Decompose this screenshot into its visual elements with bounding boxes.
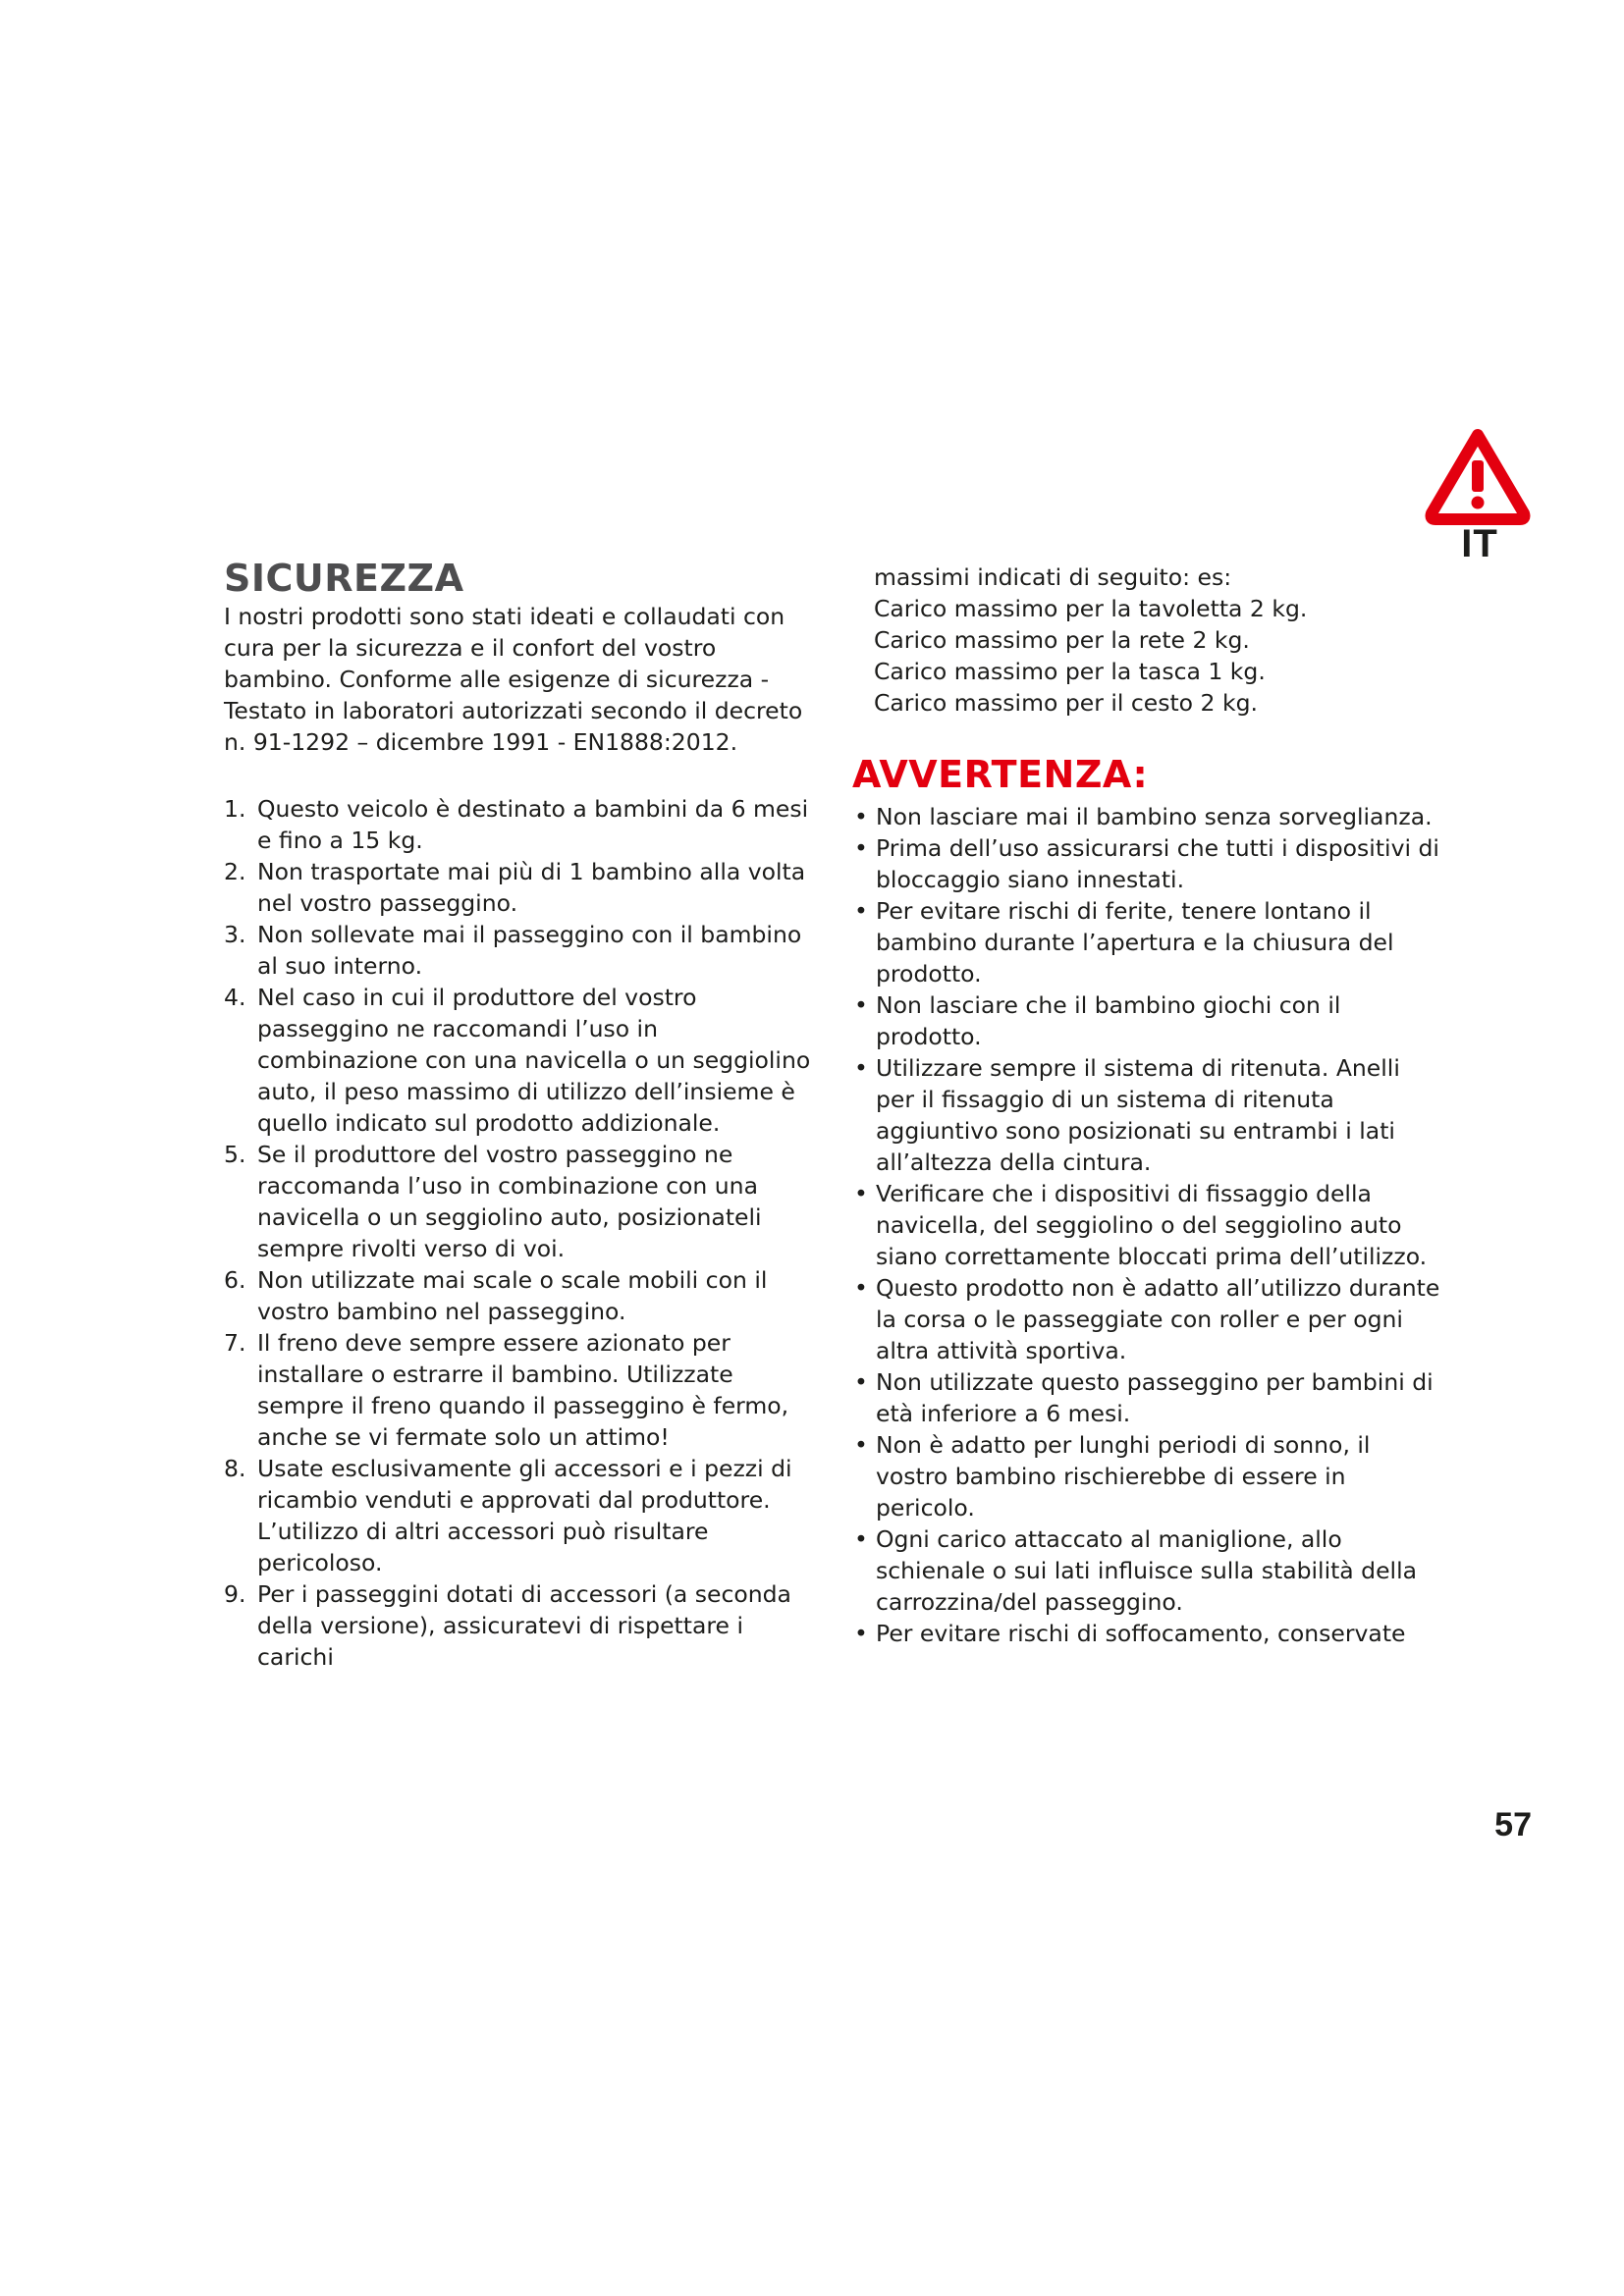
list-item <box>852 1618 1441 1649</box>
list-item <box>852 1523 1441 1618</box>
rule-text: Se il produttore del vostro passeggino ne raccomanda l’uso in combinazione con una navicella o un seggiolino auto, posizionateli sempre rivolti verso di voi. <box>257 1141 762 1262</box>
warning-text: Per evitare rischi di soffocamento, conservate <box>876 1620 1406 1647</box>
right-column <box>852 561 1441 1649</box>
bullet-icon: • <box>854 1620 868 1647</box>
list-item <box>852 1178 1441 1272</box>
safety-intro <box>224 601 813 758</box>
continuation-line: Carico massimo per il cesto 2 kg. <box>874 689 1258 717</box>
rule-text: Per i passeggini dotati di accessori (a seconda della versione), assicuratevi di rispettare i carichi <box>257 1580 791 1671</box>
rule-text: Il freno deve sempre essere azionato per installare o estrarre il bambino. Utilizzate sempre il freno quando il passeggino è fermo, anche se vi fermate solo un attimo! <box>257 1329 789 1451</box>
list-item <box>852 1366 1441 1429</box>
safety-title: SICUREZZA <box>224 557 464 600</box>
rule-number: 1. <box>224 795 246 823</box>
list-item <box>852 1052 1441 1178</box>
list-item <box>224 793 813 856</box>
continuation-line: Carico massimo per la tasca 1 kg. <box>874 658 1266 685</box>
bullet-icon: • <box>854 1274 868 1302</box>
warning-text: Verificare che i dispositivi di fissaggio della navicella, del seggiolino o del seggiolino auto siano correttamente bloccati prima dell’utilizzo. <box>876 1180 1428 1270</box>
bullet-icon: • <box>854 834 868 862</box>
rule-number: 6. <box>224 1266 246 1294</box>
continuation-line: Carico massimo per la rete 2 kg. <box>874 626 1250 654</box>
warning-text: Utilizzare sempre il sistema di ritenuta. Anelli per il fissaggio di un sistema di ritenuta aggiuntivo sono posizionati su entrambi i lati all’altezza della cintura. <box>876 1054 1400 1176</box>
bullet-icon: • <box>854 1368 868 1396</box>
rule-text: Non sollevate mai il passeggino con il bambino al suo interno. <box>257 921 802 980</box>
bullet-icon: • <box>854 1525 868 1553</box>
warning-list <box>852 801 1441 1649</box>
rule-text: Non trasportate mai più di 1 bambino alla volta nel vostro passeggino. <box>257 858 806 917</box>
rule-number: 8. <box>224 1455 246 1482</box>
warning-title: AVVERTENZA: <box>852 753 1149 796</box>
language-code: IT <box>1461 522 1498 565</box>
rule-text: Nel caso in cui il produttore del vostro passeggino ne raccomandi l’uso in combinazione con una navicella o un seggiolino auto, il peso massimo di utilizzo dell’insieme è quello indicato sul prodotto addizionale. <box>257 984 811 1137</box>
warning-text: Non lasciare mai il bambino senza sorveglianza. <box>876 803 1433 830</box>
continuation-line: massimi indicati di seguito: es: <box>874 563 1232 591</box>
bullet-icon: • <box>854 1431 868 1459</box>
rule-text: Questo veicolo è destinato a bambini da 6 mesi e fino a 15 kg. <box>257 795 809 854</box>
warning-text: Prima dell’uso assicurarsi che tutti i dispositivi di bloccaggio siano innestati. <box>876 834 1439 893</box>
safety-intro-text: I nostri prodotti sono stati ideati e collaudati con cura per la sicurezza e il confort del vostro bambino. Conforme alle esigenze di sicurezza - Testato in laboratori autorizzati secondo il decreto n. 91-1292 – dicembre 1991 - EN1888:2012. <box>224 603 803 756</box>
rule-number: 4. <box>224 984 246 1011</box>
list-item <box>852 801 1441 832</box>
bullet-icon: • <box>854 803 868 830</box>
rule-number: 9. <box>224 1580 246 1608</box>
list-item <box>224 1453 813 1578</box>
warning-text: Per evitare rischi di ferite, tenere lontano il bambino durante l’apertura e la chiusura del prodotto. <box>876 897 1394 988</box>
warning-text: Non lasciare che il bambino giochi con il prodotto. <box>876 991 1341 1050</box>
continuation-line: Carico massimo per la tavoletta 2 kg. <box>874 595 1308 622</box>
rule-number: 5. <box>224 1141 246 1168</box>
warning-triangle-icon <box>1424 427 1532 525</box>
rule-number: 3. <box>224 921 246 948</box>
rule-number: 7. <box>224 1329 246 1357</box>
warning-text: Non utilizzate questo passeggino per bambini di età inferiore a 6 mesi. <box>876 1368 1434 1427</box>
safety-rules-list <box>224 793 813 1673</box>
bullet-icon: • <box>854 991 868 1019</box>
list-item <box>852 895 1441 989</box>
page-number: 57 <box>1494 1806 1532 1843</box>
rule-9-continuation <box>874 561 1441 719</box>
bullet-icon: • <box>854 1054 868 1082</box>
list-item <box>224 1578 813 1673</box>
list-item <box>224 1264 813 1327</box>
list-item <box>224 1327 813 1453</box>
list-item <box>852 1272 1441 1366</box>
rule-text: Usate esclusivamente gli accessori e i pezzi di ricambio venduti e approvati dal produttore. L’utilizzo di altri accessori può risultare pericoloso. <box>257 1455 792 1576</box>
list-item <box>224 982 813 1139</box>
list-item <box>852 832 1441 895</box>
warning-text: Ogni carico attaccato al maniglione, allo schienale o sui lati influisce sulla stabilità della carrozzina/del passeggino. <box>876 1525 1418 1616</box>
list-item <box>852 1429 1441 1523</box>
rule-text: Non utilizzate mai scale o scale mobili con il vostro bambino nel passeggino. <box>257 1266 768 1325</box>
list-item <box>224 856 813 919</box>
left-column <box>224 556 813 1673</box>
list-item <box>852 989 1441 1052</box>
warning-text: Questo prodotto non è adatto all’utilizzo durante la corsa o le passeggiate con roller e per ogni altra attività sportiva. <box>876 1274 1440 1364</box>
bullet-icon: • <box>854 897 868 925</box>
bullet-icon: • <box>854 1180 868 1207</box>
warning-text: Non è adatto per lunghi periodi di sonno, il vostro bambino rischierebbe di essere in pericolo. <box>876 1431 1371 1522</box>
list-item <box>224 1139 813 1264</box>
rule-number: 2. <box>224 858 246 885</box>
list-item <box>224 919 813 982</box>
